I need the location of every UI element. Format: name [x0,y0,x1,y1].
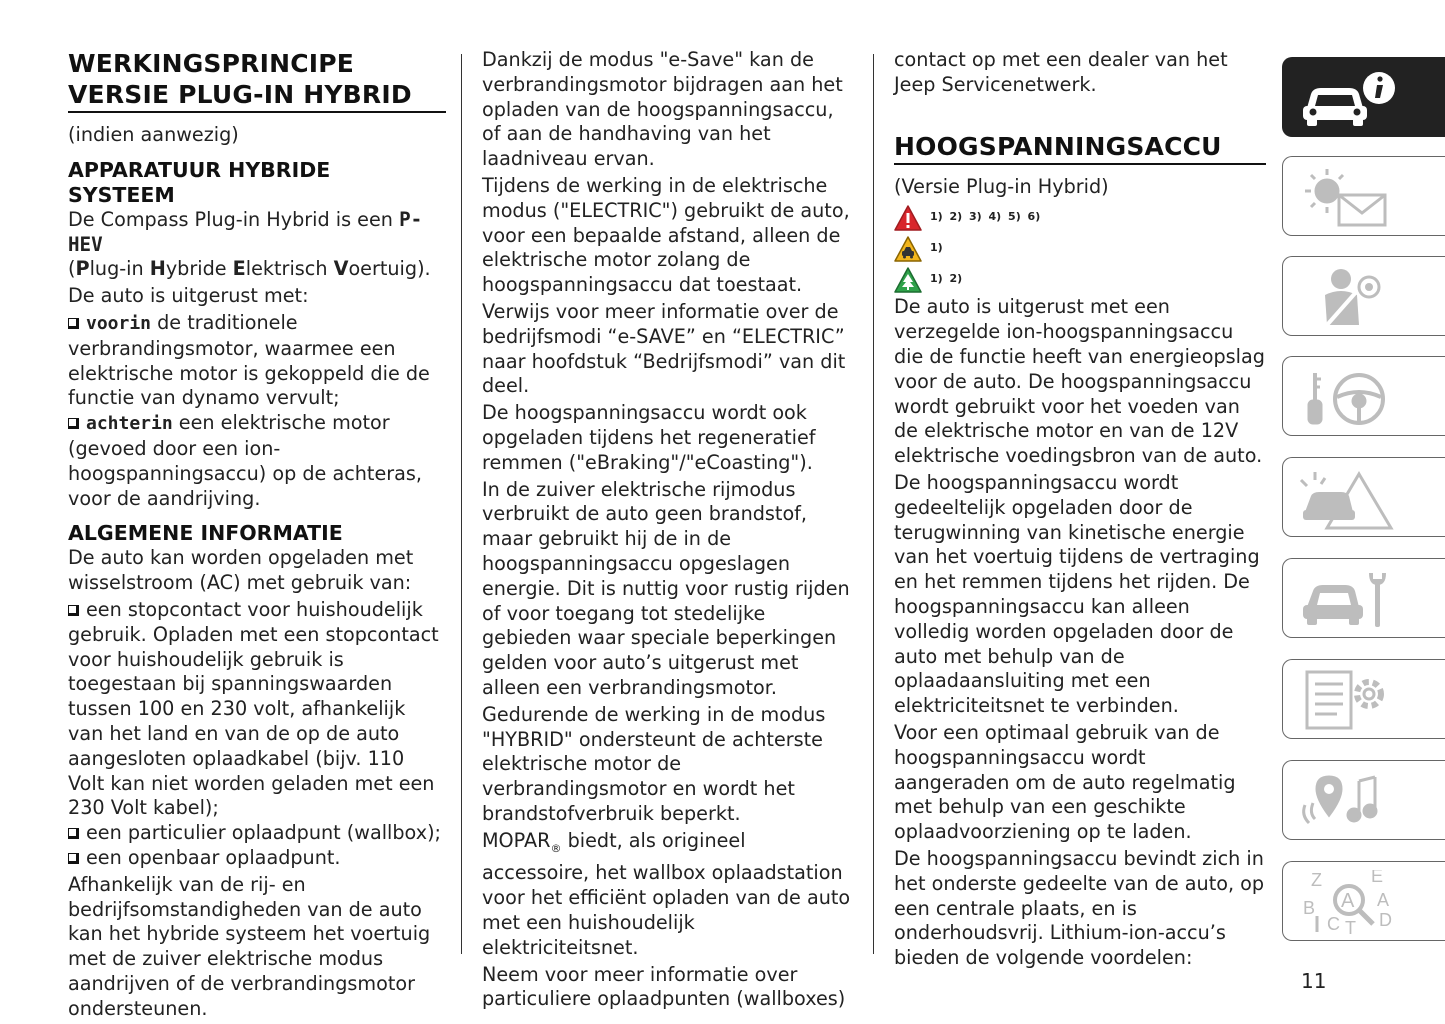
paragraph: Afhankelijk van de rij- en bedrijfsomstandigheden van de auto kan het hybride systeem het voertuig met de zuiver elektrische modus aandrijven of de verbrandingsmotor ondersteunen. [68,872,431,1020]
car-info-icon [1297,66,1397,130]
bullet-item [68,411,446,511]
phev-bold: P-HEV [68,207,423,256]
tab-emergency[interactable] [1282,457,1445,537]
paragraph: contact op met een dealer van het Jeep Servicenetwerk. [894,48,1228,96]
warning-light-message-icon [1297,165,1397,229]
tab-starting-driving[interactable] [1282,356,1445,436]
paragraph: Verwijs voor meer informatie over de bedrijfsmodi “e-SAVE” en “ELECTRIC” naar hoofdstuk “Bedrijfsmodi” van dit deel. [482,299,846,398]
section-heading-hybrid-equipment [68,158,446,208]
document-gear-icon [1297,668,1397,732]
bold-letter: V [333,257,349,281]
index-letter: A [1341,890,1355,912]
text: De Compass Plug-in Hybrid is een [68,207,400,231]
index-letter: C [1327,914,1340,934]
index-letter: E [1371,870,1384,886]
bullet-square-icon [68,318,79,329]
page-number: 11 [1301,969,1327,993]
bullet-text: de traditionele verbrandingsmotor, waarmee een elektrische motor is gekoppeld die de functie van dynamo vervult; [68,310,430,410]
subtitle: (indien aanwezig) [68,123,239,146]
index-letter: A [1377,890,1390,910]
bullet-text: een stopcontact voor huishoudelijk gebruik. Opladen met een stopcontact voor huishoudelijk gebruik is toegestaan bij spanningswaarden tussen 100 en 230 volt, afhankelijk van het land en van de op de auto aangesloten oplaadkabel (bijv. 110 Volt kan niet worden geladen met een 230 Volt kabel); [68,597,439,820]
brand-text: MOPAR [482,828,551,852]
heading-line-1: APPARATUUR HYBRIDE [68,157,331,182]
bullet-bold: voorin [86,312,152,334]
tab-technical-data[interactable] [1282,659,1445,739]
bullet-text: een elektrische motor (gevoed door een ion-hoogspanningsaccu) op de achteras, voor de aandrijving. [68,411,422,510]
column-divider [461,54,462,954]
multimedia-icon [1297,769,1397,833]
car-crash-triangle-icon [1297,466,1397,530]
warning-yellow-row [894,233,1266,264]
car-wrench-icon [1297,567,1397,631]
text: lug-in [89,257,150,281]
environment-tree-icon [894,267,922,293]
heading-line-2: SYSTEEM [68,182,175,207]
title-line-2: VERSIE PLUG-IN HYBRID [68,80,412,109]
tab-index[interactable] [1282,861,1445,941]
paragraph: De hoogspanningsaccu wordt gedeeltelijk opgeladen door de terugwinning van kinetische energie van het voertuig tijdens de vertraging en het remmen tijdens het rijden. De hoogspanningsaccu kan alleen volledig worden opgeladen door de auto met behulp van de oplaadaansluiting met een elektriciteitsnet te verbinden. [894,470,1260,718]
bullet-item [68,821,446,846]
section-heading-general-info: ALGEMENE INFORMATIE [68,521,343,546]
bullet-item [68,311,446,411]
paragraph: Neem voor meer informatie over particuliere oplaadpunten (wallboxes) [482,962,846,1011]
bold-letter: H [149,257,166,281]
paragraph: Tijdens de werking in de elektrische modus ("ELECTRIC") gebruikt de auto, voor een bepaalde afstand, alleen de elektrische motor zolang de hoogspanningsaccu dat toestaat. [482,173,850,297]
title-line-1: WERKINGSPRINCIPE [68,49,355,78]
key-steering-wheel-icon [1297,365,1397,429]
registered-mark: ® [550,841,562,855]
warning-refs: 1) 2) [930,272,963,286]
page-title [68,48,446,113]
text: lektrisch [245,257,334,281]
section-title-battery: HOOGSPANNINGSACCU [894,131,1266,165]
bullet-square-icon [68,853,79,864]
bullet-item [68,846,446,871]
tab-multimedia[interactable] [1282,760,1445,840]
index-letter: Z [1311,870,1322,890]
bold-letter: P [75,257,90,281]
paragraph: In de zuiver elektrische rijmodus verbruikt de auto geen brandstof, maar gebruikt hij de in de hoogspanningsaccu opgeslagen energie. Dit is nuttig voor rustig rijden of voor toegang tot stedelijke gebieden waar speciale beperkingen gelden voor auto’s uitgerust met alleen een verbrandingsmotor. [482,477,850,699]
warning-red-icon [894,205,922,231]
text: biedt, als origineel accessoire, het wallbox oplaadstation voor het efficiënt opladen van de auto met een huishoudelijk elektriciteitsnet. [482,828,851,959]
tab-dashboard-lights[interactable] [1282,156,1445,236]
subtitle: (Versie Plug-in Hybrid) [894,174,1109,198]
column-1 [68,48,446,1024]
paragraph: Gedurende de werking in de modus "HYBRID" ondersteunt de achterste elektrische motor de verbrandingsmotor en wordt het brandstofverbruik beperkt. [482,702,826,825]
bold-letter: E [232,257,246,281]
column-3 [894,48,1266,973]
bullet-item [68,598,446,821]
seatbelt-airbag-icon [1297,265,1397,329]
paragraph: Voor een optimaal gebruik van de hoogspanningsaccu wordt aangeraden om de auto regelmatig met behulp van een geschikte oplaadvoorziening op te laden. [894,720,1236,844]
text: oertuig). [348,257,431,281]
index-search-icon [1297,870,1397,934]
text: ( [68,257,76,281]
bullet-text: een particulier oplaadpunt (wallbox); [86,821,442,845]
column-divider [873,54,874,954]
bullet-text: een openbaar oplaadpunt. [86,845,341,869]
column-2 [482,48,852,1014]
text: ybride [165,257,233,281]
paragraph: De auto is uitgerust met een verzegelde ion-hoogspanningsaccu die de functie heeft van energieopslag voor de auto. De hoogspanningsaccu wordt gebruikt voor het voeden van de elektrische motor en van de 12V elektrische voedingsbron van de auto. [894,295,1265,468]
bullet-square-icon [68,605,79,616]
warning-refs: 1) 2) 3) 4) 5) 6) [930,210,1041,224]
warning-green-row [894,264,1266,295]
bullet-square-icon [68,418,79,429]
paragraph [482,829,852,961]
paragraph: De auto is uitgerust met: [68,284,309,308]
paragraph: De hoogspanningsaccu wordt ook opgeladen tijdens het regeneratief remmen ("eBraking"/"eCoasting"). [482,401,816,474]
warning-red-row [894,202,1266,233]
paragraph: De auto kan worden opgeladen met wisselstroom (AC) met gebruik van: [68,546,414,595]
bullet-bold: achterin [86,413,173,435]
paragraph: Dankzij de modus "e-Save" kan de verbrandingsmotor bijdragen aan het opladen van de hoogspanningsaccu, of aan de handhaving van het laadniveau ervan. [482,48,843,171]
index-letter: T [1345,918,1356,934]
index-letter: B [1303,898,1316,918]
warning-yellow-car-icon [894,236,922,262]
paragraph: De hoogspanningsaccu bevindt zich in het onderste gedeelte van de auto, op een centrale plaats, en is onderhoudsvrij. Lithium-ion-accu’s bieden de volgende voordelen: [894,846,1265,970]
bullet-square-icon [68,828,79,839]
index-letter: D [1379,910,1392,930]
warning-refs: 1) [930,241,943,255]
paragraph [68,208,446,282]
tab-car-info[interactable] [1282,57,1445,137]
tab-safety[interactable] [1282,256,1445,336]
tab-maintenance[interactable] [1282,558,1445,638]
